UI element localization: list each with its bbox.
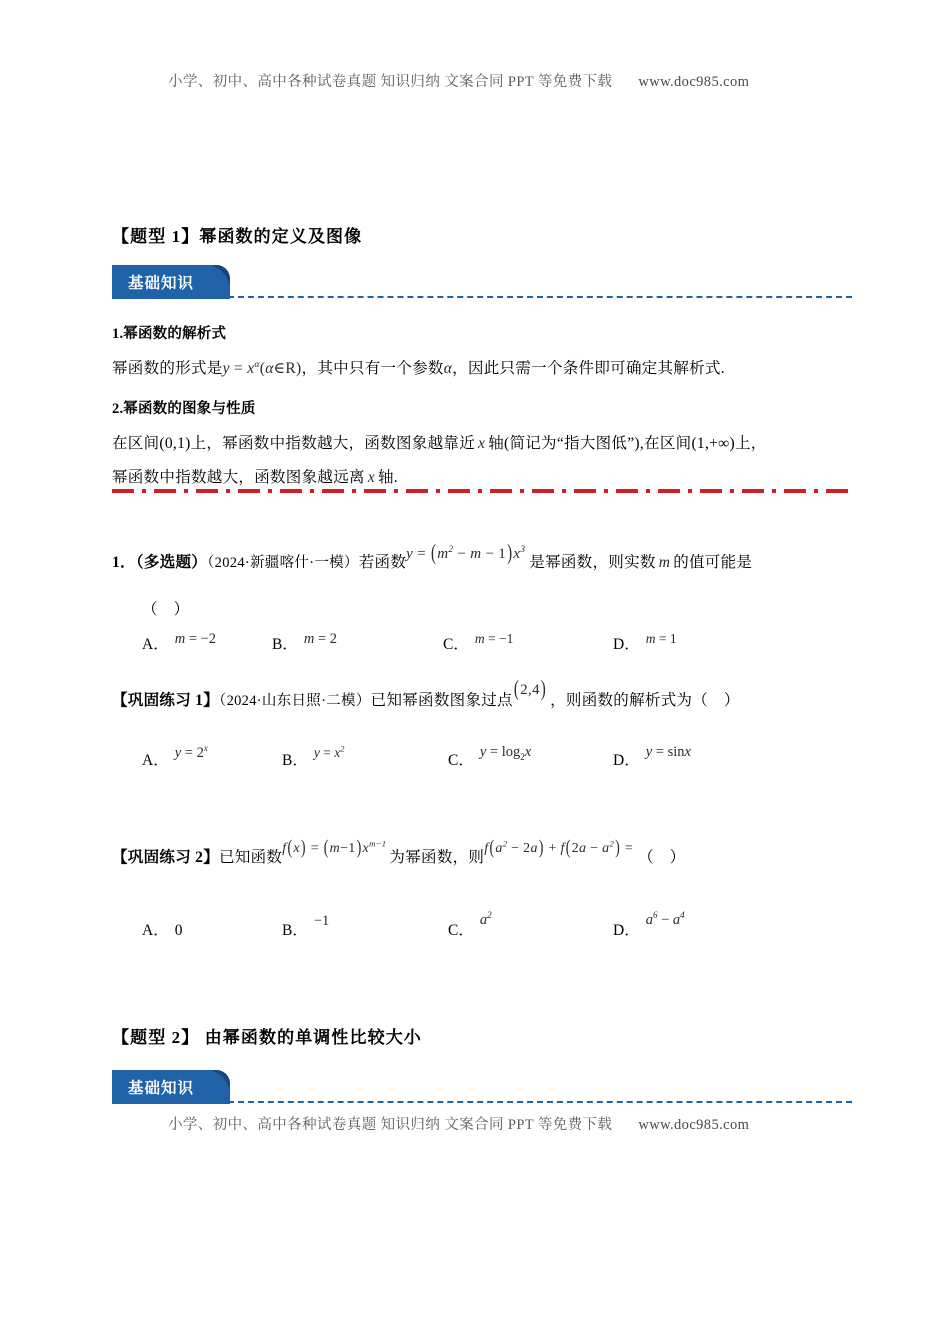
question-1-option-a[interactable] — [142, 632, 216, 654]
question-2-option-d[interactable] — [613, 744, 691, 770]
question-1-tail: 的值可能是 — [673, 554, 753, 571]
question-3-option-c[interactable] — [448, 910, 492, 940]
question-1-option-d-label: D． — [613, 636, 640, 653]
question-1-after: 是幂函数，则实数 — [529, 554, 656, 571]
question-1-option-a-label: A． — [142, 636, 169, 653]
question-3-option-d[interactable] — [613, 910, 685, 940]
knowledge-item2-line2-a: 幂函数中指数越大，函数图象越远离 — [112, 469, 365, 486]
question-3-formula: $f(x) = (m-1)x^{m-1}$ — [282, 837, 387, 860]
knowledge-rule-2 — [228, 1101, 852, 1103]
question-3-option-d-label: D． — [613, 922, 640, 939]
running-head-url: www.doc985.com — [638, 74, 750, 90]
knowledge-item2-line1-var: x — [478, 435, 486, 452]
running-foot-text: 小学、初中、高中各种试卷真题 知识归纳 文案合同 PPT 等免费下载 — [168, 1117, 613, 1133]
question-2-option-b-label: B． — [282, 752, 308, 769]
question-3-before: 已知函数 — [219, 849, 283, 866]
question-1-var: m — [658, 554, 671, 571]
question-2-option-d-value: y = sinx — [645, 744, 691, 760]
running-head-text: 小学、初中、高中各种试卷真题 知识归纳 文案合同 PPT 等免费下载 — [168, 74, 613, 90]
question-1-option-d-value: m = 1 — [645, 631, 677, 646]
knowledge-banner-1 — [112, 265, 230, 299]
question-2-stem — [112, 678, 740, 710]
question-2-option-d-label: D． — [613, 752, 640, 769]
question-3-option-a-value: 0 — [174, 922, 183, 939]
question-2-options — [0, 743, 950, 774]
question-1-blank: （ ） — [142, 601, 190, 618]
question-3-stem — [112, 837, 686, 867]
question-3-option-c-value: $a^2$ — [479, 910, 492, 928]
question-2-option-b-value: $y = x^2$ — [313, 744, 345, 760]
question-2-source: （2024·山东日照·二模） — [219, 693, 371, 709]
section-heading-2: 【题型 2】 由幂函数的单调性比较大小 — [112, 1028, 422, 1047]
question-1-option-b-label: B． — [272, 636, 298, 653]
question-2-option-a-label: A． — [142, 752, 169, 769]
knowledge-item1-text — [112, 356, 725, 378]
knowledge-item2-title: 2.幂函数的图象与性质 — [112, 401, 256, 417]
question-2-option-c[interactable] — [448, 744, 532, 771]
knowledge-banner-label-1: 基础知识 — [128, 275, 195, 292]
knowledge-item2-line1-b: 轴(简记为“指大图低”),在区间(1,+∞)上， — [488, 435, 767, 452]
question-2-option-c-value: $y = \log_2x$ — [479, 744, 532, 762]
question-3-formula2: $f(a^2 - 2a) + f(2a - a^2)$ = — [484, 837, 634, 860]
question-1-tag: （多选题） — [135, 554, 208, 571]
running-foot-url: www.doc985.com — [638, 1117, 750, 1133]
knowledge-item1-alpha: α — [443, 360, 453, 377]
question-3-option-a-label: A． — [142, 922, 169, 939]
question-3-option-b-label: B． — [282, 922, 308, 939]
question-1-source: （2024·新疆喀什·一模） — [207, 555, 359, 571]
knowledge-banner-label-2: 基础知识 — [128, 1080, 195, 1097]
question-1-option-d[interactable] — [613, 632, 677, 654]
question-2-before: 已知幂函数图象过点 — [370, 692, 513, 709]
question-1-option-c-label: C． — [443, 636, 469, 653]
knowledge-item2-line2-b: 轴. — [378, 469, 398, 486]
question-3-mid: 为幂函数，则 — [389, 849, 485, 866]
running-foot — [168, 1113, 749, 1134]
question-1-formula: $y = (m^2 - m - 1)x^3$ — [406, 542, 526, 566]
question-1-option-b-value: m = 2 — [303, 631, 338, 647]
question-1-stem — [112, 542, 753, 572]
knowledge-item1-formula: $y = x^\alpha(\alpha\in R)$ — [222, 358, 302, 377]
question-1-options — [0, 632, 950, 658]
knowledge-item1-title: 1.幂函数的解析式 — [112, 326, 227, 342]
section-heading-1: 【题型 1】幂函数的定义及图像 — [112, 227, 363, 246]
question-2-option-a-value: $y = 2^x$ — [174, 743, 208, 761]
question-1-option-c-value: m = −1 — [474, 631, 514, 646]
question-1-before: 若函数 — [358, 554, 407, 571]
question-3-options — [0, 910, 950, 944]
question-3-option-b[interactable] — [282, 913, 330, 940]
red-divider — [112, 489, 852, 493]
knowledge-rule-1 — [228, 296, 852, 298]
question-3-option-a[interactable] — [142, 918, 182, 940]
question-3-option-b-value: −1 — [313, 913, 330, 929]
question-2-after: ，则函数的解析式为（ ） — [550, 692, 740, 709]
question-2-option-c-label: C． — [448, 752, 474, 769]
question-3-number: 【巩固练习 2】 — [112, 849, 220, 866]
question-1-number: 1． — [112, 554, 136, 571]
question-2-number: 【巩固练习 1】 — [112, 692, 220, 709]
question-2-option-a[interactable] — [142, 743, 208, 770]
knowledge-item2-line2 — [112, 465, 398, 487]
knowledge-item2-line2-var: x — [367, 469, 375, 486]
question-3-option-c-label: C． — [448, 922, 474, 939]
running-head — [168, 70, 749, 91]
question-3-after: （ ） — [638, 849, 686, 866]
question-3-option-d-value: $a^6 - a^4$ — [645, 910, 685, 928]
question-2-option-b[interactable] — [282, 744, 345, 770]
knowledge-item1-before: 幂函数的形式是 — [112, 360, 223, 377]
knowledge-item1-mid: ，其中只有一个参数 — [301, 360, 444, 377]
knowledge-item2-line1 — [112, 431, 767, 453]
question-1-option-c[interactable] — [443, 632, 513, 654]
knowledge-banner-2 — [112, 1070, 230, 1104]
question-2-formula: (2,4) — [513, 678, 547, 702]
question-1-option-b[interactable] — [272, 632, 337, 654]
knowledge-item2-line1-a: 在区间(0,1)上，幂函数中指数越大，函数图象越靠近 — [112, 435, 475, 452]
question-1-option-a-value: m = −2 — [174, 631, 217, 647]
knowledge-item1-after: ，因此只需一个条件即可确定其解析式. — [452, 360, 725, 377]
